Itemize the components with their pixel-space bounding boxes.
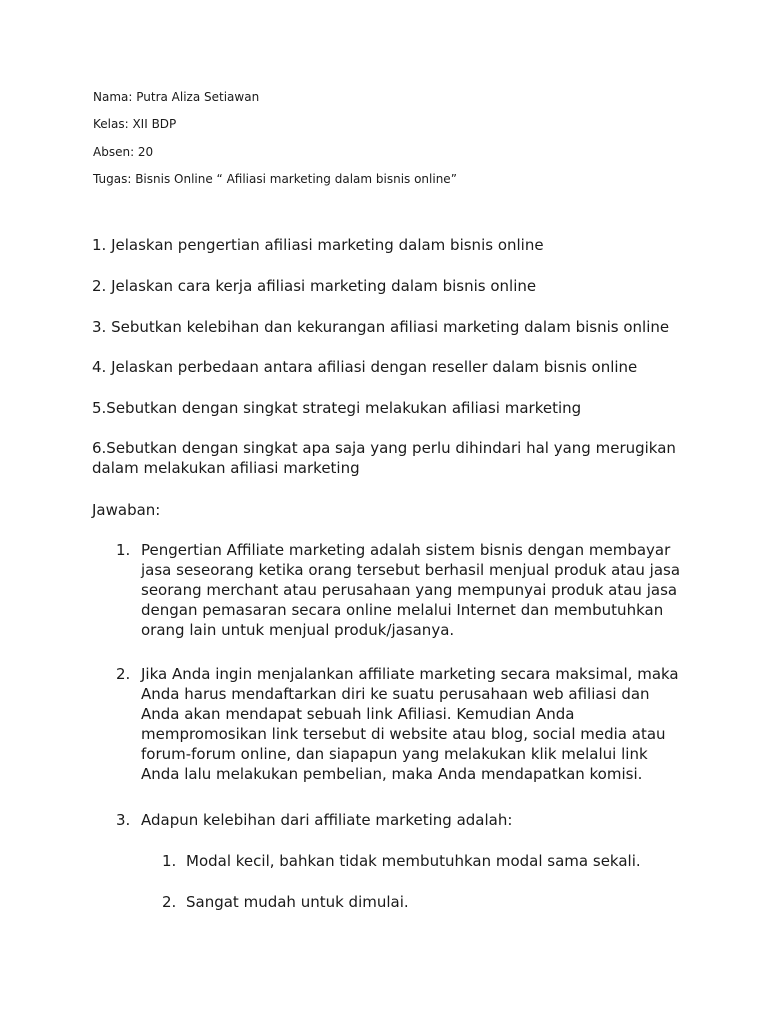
answer-2-text: Jika Anda ingin menjalankan affiliate marketing secara maksimal, maka Anda harus mendaftarkan diri ke suatu perusahaan web afiliasi dan Anda akan mendapat sebuah link Afiliasi. Kemudian Anda mempromosikan link tersebut di website atau blog, social media atau forum-forum online, dan siapapun yang melakukan klik melalui link Anda lalu melakukan pembelian, maka Anda mendapatkan komisi. bbox=[141, 665, 679, 783]
question-5: 5.Sebutkan dengan singkat strategi melakukan afiliasi marketing bbox=[92, 399, 582, 417]
answer-1-text: Pengertian Affiliate marketing adalah sistem bisnis dengan membayar jasa seseorang ketika orang tersebut berhasil menjual produk atau jasa seorang merchant atau perusahaan yang mempunyai produk atau jasa dengan pemasaran secara online melalui Internet dan membutuhkan orang lain untuk menjual produk/jasanya. bbox=[141, 541, 681, 639]
question-3: 3. Sebutkan kelebihan dan kekurangan afiliasi marketing dalam bisnis online bbox=[92, 318, 670, 336]
question-6: 6.Sebutkan dengan singkat apa saja yang perlu dihindari hal yang merugikan dalam melakukan afiliasi marketing bbox=[92, 439, 676, 477]
sub-answer-2-number: 2. bbox=[162, 893, 177, 911]
answer-2-number: 2. bbox=[116, 665, 131, 683]
student-name: Nama: Putra Aliza Setiawan bbox=[93, 90, 260, 104]
question-2: 2. Jelaskan cara kerja afiliasi marketing dalam bisnis online bbox=[92, 277, 537, 295]
sub-answer-1-number: 1. bbox=[162, 852, 177, 870]
assignment-title: Tugas: Bisnis Online “ Afiliasi marketing dalam bisnis online” bbox=[93, 172, 457, 186]
answer-1-number: 1. bbox=[116, 541, 131, 559]
answer-3-number: 3. bbox=[116, 811, 131, 829]
student-number: Absen: 20 bbox=[93, 145, 154, 159]
question-1: 1. Jelaskan pengertian afiliasi marketing dalam bisnis online bbox=[92, 236, 544, 254]
sub-answer-1-text: Modal kecil, bahkan tidak membutuhkan modal sama sekali. bbox=[186, 852, 641, 870]
question-4: 4. Jelaskan perbedaan antara afiliasi dengan reseller dalam bisnis online bbox=[92, 358, 638, 376]
answers-label: Jawaban: bbox=[92, 501, 161, 519]
sub-answer-2-text: Sangat mudah untuk dimulai. bbox=[186, 893, 409, 911]
student-class: Kelas: XII BDP bbox=[93, 117, 177, 131]
answer-3-text: Adapun kelebihan dari affiliate marketing adalah: bbox=[141, 811, 513, 829]
